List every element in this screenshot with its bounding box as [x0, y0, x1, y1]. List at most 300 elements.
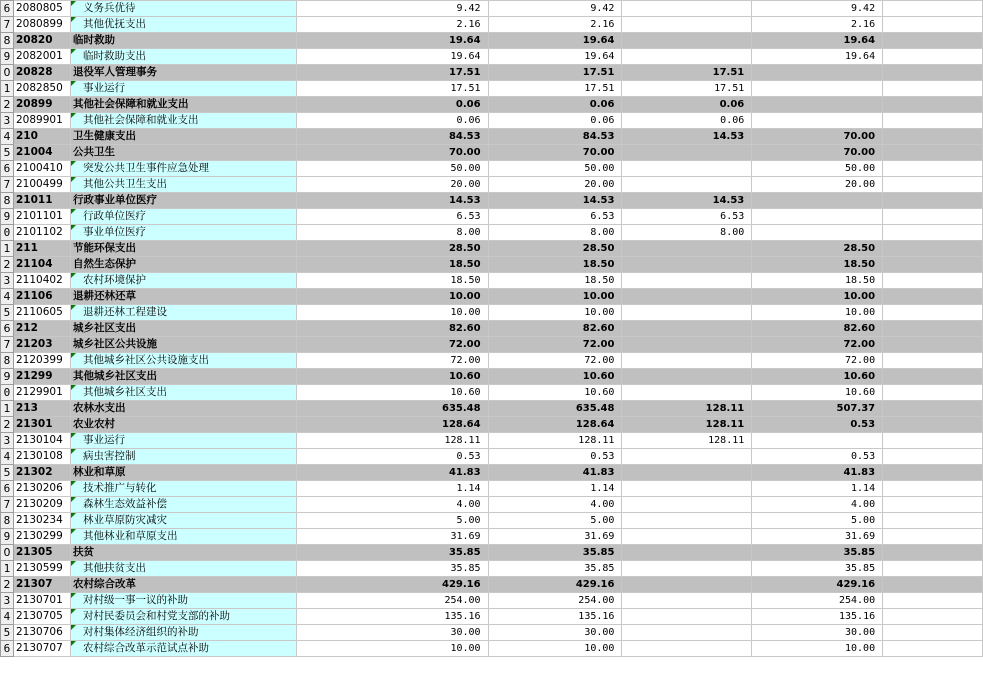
- project-expenditure-cell[interactable]: [752, 385, 883, 401]
- total-cell[interactable]: [296, 129, 488, 145]
- basic-expenditure-cell[interactable]: [622, 385, 752, 401]
- project-expenditure-cell[interactable]: [752, 529, 883, 545]
- project-expenditure-cell[interactable]: [752, 257, 883, 273]
- code-cell[interactable]: [13, 369, 70, 385]
- subtotal-cell[interactable]: [488, 209, 622, 225]
- row-header[interactable]: [1, 401, 14, 417]
- subtotal-cell[interactable]: [488, 321, 622, 337]
- code-cell[interactable]: [13, 17, 70, 33]
- subtotal-cell[interactable]: [488, 161, 622, 177]
- code-cell[interactable]: [13, 273, 70, 289]
- subtotal-cell[interactable]: [488, 401, 622, 417]
- empty-cell[interactable]: [883, 337, 983, 353]
- subtotal-cell[interactable]: [488, 49, 622, 65]
- total-cell[interactable]: [296, 337, 488, 353]
- code-cell[interactable]: [13, 529, 70, 545]
- row-header[interactable]: [1, 529, 14, 545]
- basic-expenditure-cell[interactable]: [622, 625, 752, 641]
- basic-expenditure-cell[interactable]: [622, 497, 752, 513]
- subtotal-cell[interactable]: [488, 337, 622, 353]
- total-cell[interactable]: [296, 145, 488, 161]
- project-expenditure-cell[interactable]: [752, 145, 883, 161]
- row-header[interactable]: [1, 513, 14, 529]
- basic-expenditure-cell[interactable]: [622, 273, 752, 289]
- subtotal-cell[interactable]: [488, 129, 622, 145]
- row-header[interactable]: [1, 369, 14, 385]
- basic-expenditure-cell[interactable]: [622, 305, 752, 321]
- subtotal-cell[interactable]: [488, 561, 622, 577]
- name-cell[interactable]: [70, 385, 296, 401]
- project-expenditure-cell[interactable]: [752, 465, 883, 481]
- total-cell[interactable]: [296, 273, 488, 289]
- total-cell[interactable]: [296, 465, 488, 481]
- row-header[interactable]: [1, 545, 14, 561]
- subtotal-cell[interactable]: [488, 145, 622, 161]
- empty-cell[interactable]: [883, 625, 983, 641]
- code-cell[interactable]: [13, 145, 70, 161]
- row-header[interactable]: [1, 417, 14, 433]
- total-cell[interactable]: [296, 113, 488, 129]
- name-cell[interactable]: [70, 561, 296, 577]
- project-expenditure-cell[interactable]: [752, 417, 883, 433]
- name-cell[interactable]: [70, 17, 296, 33]
- empty-cell[interactable]: [883, 1, 983, 17]
- subtotal-cell[interactable]: [488, 481, 622, 497]
- subtotal-cell[interactable]: [488, 641, 622, 657]
- row-header[interactable]: [1, 49, 14, 65]
- row-header[interactable]: [1, 273, 14, 289]
- subtotal-cell[interactable]: [488, 241, 622, 257]
- row-header[interactable]: [1, 385, 14, 401]
- empty-cell[interactable]: [883, 241, 983, 257]
- subtotal-cell[interactable]: [488, 177, 622, 193]
- name-cell[interactable]: [70, 81, 296, 97]
- basic-expenditure-cell[interactable]: [622, 577, 752, 593]
- project-expenditure-cell[interactable]: [752, 609, 883, 625]
- total-cell[interactable]: [296, 209, 488, 225]
- code-cell[interactable]: [13, 465, 70, 481]
- project-expenditure-cell[interactable]: [752, 1, 883, 17]
- name-cell[interactable]: [70, 97, 296, 113]
- project-expenditure-cell[interactable]: [752, 449, 883, 465]
- row-header[interactable]: [1, 561, 14, 577]
- name-cell[interactable]: [70, 289, 296, 305]
- name-cell[interactable]: [70, 593, 296, 609]
- name-cell[interactable]: [70, 401, 296, 417]
- subtotal-cell[interactable]: [488, 465, 622, 481]
- row-header[interactable]: [1, 305, 14, 321]
- project-expenditure-cell[interactable]: [752, 513, 883, 529]
- row-header[interactable]: [1, 449, 14, 465]
- project-expenditure-cell[interactable]: [752, 49, 883, 65]
- total-cell[interactable]: [296, 49, 488, 65]
- row-header[interactable]: [1, 97, 14, 113]
- empty-cell[interactable]: [883, 641, 983, 657]
- project-expenditure-cell[interactable]: [752, 481, 883, 497]
- project-expenditure-cell[interactable]: [752, 401, 883, 417]
- empty-cell[interactable]: [883, 17, 983, 33]
- empty-cell[interactable]: [883, 273, 983, 289]
- project-expenditure-cell[interactable]: [752, 97, 883, 113]
- code-cell[interactable]: [13, 49, 70, 65]
- subtotal-cell[interactable]: [488, 577, 622, 593]
- total-cell[interactable]: [296, 561, 488, 577]
- code-cell[interactable]: [13, 497, 70, 513]
- total-cell[interactable]: [296, 241, 488, 257]
- empty-cell[interactable]: [883, 257, 983, 273]
- empty-cell[interactable]: [883, 193, 983, 209]
- total-cell[interactable]: [296, 33, 488, 49]
- project-expenditure-cell[interactable]: [752, 273, 883, 289]
- basic-expenditure-cell[interactable]: [622, 337, 752, 353]
- row-header[interactable]: [1, 497, 14, 513]
- empty-cell[interactable]: [883, 513, 983, 529]
- code-cell[interactable]: [13, 113, 70, 129]
- empty-cell[interactable]: [883, 305, 983, 321]
- basic-expenditure-cell[interactable]: [622, 129, 752, 145]
- name-cell[interactable]: [70, 225, 296, 241]
- total-cell[interactable]: [296, 497, 488, 513]
- empty-cell[interactable]: [883, 497, 983, 513]
- code-cell[interactable]: [13, 625, 70, 641]
- basic-expenditure-cell[interactable]: [622, 97, 752, 113]
- code-cell[interactable]: [13, 401, 70, 417]
- code-cell[interactable]: [13, 385, 70, 401]
- project-expenditure-cell[interactable]: [752, 593, 883, 609]
- basic-expenditure-cell[interactable]: [622, 465, 752, 481]
- name-cell[interactable]: [70, 481, 296, 497]
- row-header[interactable]: [1, 113, 14, 129]
- basic-expenditure-cell[interactable]: [622, 49, 752, 65]
- name-cell[interactable]: [70, 33, 296, 49]
- name-cell[interactable]: [70, 449, 296, 465]
- basic-expenditure-cell[interactable]: [622, 177, 752, 193]
- subtotal-cell[interactable]: [488, 1, 622, 17]
- subtotal-cell[interactable]: [488, 449, 622, 465]
- subtotal-cell[interactable]: [488, 33, 622, 49]
- empty-cell[interactable]: [883, 449, 983, 465]
- subtotal-cell[interactable]: [488, 273, 622, 289]
- empty-cell[interactable]: [883, 481, 983, 497]
- code-cell[interactable]: [13, 433, 70, 449]
- total-cell[interactable]: [296, 257, 488, 273]
- name-cell[interactable]: [70, 369, 296, 385]
- total-cell[interactable]: [296, 17, 488, 33]
- row-header[interactable]: [1, 465, 14, 481]
- project-expenditure-cell[interactable]: [752, 65, 883, 81]
- subtotal-cell[interactable]: [488, 193, 622, 209]
- empty-cell[interactable]: [883, 369, 983, 385]
- project-expenditure-cell[interactable]: [752, 113, 883, 129]
- basic-expenditure-cell[interactable]: [622, 145, 752, 161]
- basic-expenditure-cell[interactable]: [622, 1, 752, 17]
- name-cell[interactable]: [70, 209, 296, 225]
- empty-cell[interactable]: [883, 113, 983, 129]
- subtotal-cell[interactable]: [488, 65, 622, 81]
- project-expenditure-cell[interactable]: [752, 577, 883, 593]
- row-header[interactable]: [1, 129, 14, 145]
- basic-expenditure-cell[interactable]: [622, 433, 752, 449]
- subtotal-cell[interactable]: [488, 433, 622, 449]
- code-cell[interactable]: [13, 449, 70, 465]
- row-header[interactable]: [1, 81, 14, 97]
- basic-expenditure-cell[interactable]: [622, 65, 752, 81]
- empty-cell[interactable]: [883, 529, 983, 545]
- total-cell[interactable]: [296, 161, 488, 177]
- project-expenditure-cell[interactable]: [752, 337, 883, 353]
- project-expenditure-cell[interactable]: [752, 353, 883, 369]
- name-cell[interactable]: [70, 305, 296, 321]
- row-header[interactable]: [1, 257, 14, 273]
- row-header[interactable]: [1, 161, 14, 177]
- project-expenditure-cell[interactable]: [752, 81, 883, 97]
- empty-cell[interactable]: [883, 321, 983, 337]
- row-header[interactable]: [1, 321, 14, 337]
- subtotal-cell[interactable]: [488, 289, 622, 305]
- subtotal-cell[interactable]: [488, 305, 622, 321]
- code-cell[interactable]: [13, 177, 70, 193]
- total-cell[interactable]: [296, 1, 488, 17]
- subtotal-cell[interactable]: [488, 97, 622, 113]
- subtotal-cell[interactable]: [488, 17, 622, 33]
- total-cell[interactable]: [296, 97, 488, 113]
- total-cell[interactable]: [296, 401, 488, 417]
- project-expenditure-cell[interactable]: [752, 545, 883, 561]
- code-cell[interactable]: [13, 193, 70, 209]
- subtotal-cell[interactable]: [488, 609, 622, 625]
- project-expenditure-cell[interactable]: [752, 209, 883, 225]
- code-cell[interactable]: [13, 353, 70, 369]
- total-cell[interactable]: [296, 353, 488, 369]
- basic-expenditure-cell[interactable]: [622, 593, 752, 609]
- project-expenditure-cell[interactable]: [752, 305, 883, 321]
- basic-expenditure-cell[interactable]: [622, 609, 752, 625]
- total-cell[interactable]: [296, 593, 488, 609]
- code-cell[interactable]: [13, 561, 70, 577]
- code-cell[interactable]: [13, 33, 70, 49]
- subtotal-cell[interactable]: [488, 625, 622, 641]
- total-cell[interactable]: [296, 289, 488, 305]
- row-header[interactable]: [1, 481, 14, 497]
- project-expenditure-cell[interactable]: [752, 289, 883, 305]
- row-header[interactable]: [1, 17, 14, 33]
- subtotal-cell[interactable]: [488, 497, 622, 513]
- total-cell[interactable]: [296, 513, 488, 529]
- empty-cell[interactable]: [883, 65, 983, 81]
- empty-cell[interactable]: [883, 433, 983, 449]
- code-cell[interactable]: [13, 241, 70, 257]
- total-cell[interactable]: [296, 65, 488, 81]
- basic-expenditure-cell[interactable]: [622, 321, 752, 337]
- project-expenditure-cell[interactable]: [752, 433, 883, 449]
- name-cell[interactable]: [70, 65, 296, 81]
- total-cell[interactable]: [296, 417, 488, 433]
- name-cell[interactable]: [70, 257, 296, 273]
- name-cell[interactable]: [70, 145, 296, 161]
- total-cell[interactable]: [296, 545, 488, 561]
- name-cell[interactable]: [70, 641, 296, 657]
- subtotal-cell[interactable]: [488, 529, 622, 545]
- empty-cell[interactable]: [883, 177, 983, 193]
- empty-cell[interactable]: [883, 353, 983, 369]
- code-cell[interactable]: [13, 305, 70, 321]
- code-cell[interactable]: [13, 65, 70, 81]
- total-cell[interactable]: [296, 81, 488, 97]
- total-cell[interactable]: [296, 625, 488, 641]
- row-header[interactable]: [1, 353, 14, 369]
- code-cell[interactable]: [13, 225, 70, 241]
- empty-cell[interactable]: [883, 209, 983, 225]
- empty-cell[interactable]: [883, 49, 983, 65]
- empty-cell[interactable]: [883, 225, 983, 241]
- basic-expenditure-cell[interactable]: [622, 209, 752, 225]
- empty-cell[interactable]: [883, 129, 983, 145]
- basic-expenditure-cell[interactable]: [622, 33, 752, 49]
- row-header[interactable]: [1, 33, 14, 49]
- empty-cell[interactable]: [883, 33, 983, 49]
- basic-expenditure-cell[interactable]: [622, 225, 752, 241]
- code-cell[interactable]: [13, 1, 70, 17]
- row-header[interactable]: [1, 609, 14, 625]
- total-cell[interactable]: [296, 177, 488, 193]
- basic-expenditure-cell[interactable]: [622, 449, 752, 465]
- empty-cell[interactable]: [883, 97, 983, 113]
- empty-cell[interactable]: [883, 81, 983, 97]
- project-expenditure-cell[interactable]: [752, 225, 883, 241]
- subtotal-cell[interactable]: [488, 417, 622, 433]
- project-expenditure-cell[interactable]: [752, 641, 883, 657]
- basic-expenditure-cell[interactable]: [622, 401, 752, 417]
- code-cell[interactable]: [13, 81, 70, 97]
- name-cell[interactable]: [70, 529, 296, 545]
- total-cell[interactable]: [296, 193, 488, 209]
- name-cell[interactable]: [70, 241, 296, 257]
- code-cell[interactable]: [13, 513, 70, 529]
- code-cell[interactable]: [13, 609, 70, 625]
- total-cell[interactable]: [296, 609, 488, 625]
- empty-cell[interactable]: [883, 545, 983, 561]
- total-cell[interactable]: [296, 641, 488, 657]
- empty-cell[interactable]: [883, 609, 983, 625]
- row-header[interactable]: [1, 209, 14, 225]
- row-header[interactable]: [1, 593, 14, 609]
- name-cell[interactable]: [70, 337, 296, 353]
- code-cell[interactable]: [13, 417, 70, 433]
- code-cell[interactable]: [13, 289, 70, 305]
- empty-cell[interactable]: [883, 593, 983, 609]
- project-expenditure-cell[interactable]: [752, 321, 883, 337]
- basic-expenditure-cell[interactable]: [622, 161, 752, 177]
- row-header[interactable]: [1, 289, 14, 305]
- subtotal-cell[interactable]: [488, 513, 622, 529]
- name-cell[interactable]: [70, 49, 296, 65]
- project-expenditure-cell[interactable]: [752, 161, 883, 177]
- row-header[interactable]: [1, 337, 14, 353]
- name-cell[interactable]: [70, 193, 296, 209]
- subtotal-cell[interactable]: [488, 257, 622, 273]
- empty-cell[interactable]: [883, 465, 983, 481]
- total-cell[interactable]: [296, 449, 488, 465]
- empty-cell[interactable]: [883, 161, 983, 177]
- project-expenditure-cell[interactable]: [752, 241, 883, 257]
- empty-cell[interactable]: [883, 385, 983, 401]
- empty-cell[interactable]: [883, 401, 983, 417]
- subtotal-cell[interactable]: [488, 385, 622, 401]
- code-cell[interactable]: [13, 209, 70, 225]
- code-cell[interactable]: [13, 257, 70, 273]
- name-cell[interactable]: [70, 321, 296, 337]
- subtotal-cell[interactable]: [488, 593, 622, 609]
- total-cell[interactable]: [296, 385, 488, 401]
- empty-cell[interactable]: [883, 577, 983, 593]
- project-expenditure-cell[interactable]: [752, 17, 883, 33]
- name-cell[interactable]: [70, 417, 296, 433]
- basic-expenditure-cell[interactable]: [622, 481, 752, 497]
- row-header[interactable]: [1, 625, 14, 641]
- row-header[interactable]: [1, 1, 14, 17]
- code-cell[interactable]: [13, 577, 70, 593]
- subtotal-cell[interactable]: [488, 113, 622, 129]
- basic-expenditure-cell[interactable]: [622, 289, 752, 305]
- subtotal-cell[interactable]: [488, 225, 622, 241]
- name-cell[interactable]: [70, 161, 296, 177]
- empty-cell[interactable]: [883, 561, 983, 577]
- row-header[interactable]: [1, 225, 14, 241]
- name-cell[interactable]: [70, 465, 296, 481]
- subtotal-cell[interactable]: [488, 81, 622, 97]
- project-expenditure-cell[interactable]: [752, 129, 883, 145]
- total-cell[interactable]: [296, 305, 488, 321]
- name-cell[interactable]: [70, 577, 296, 593]
- name-cell[interactable]: [70, 497, 296, 513]
- basic-expenditure-cell[interactable]: [622, 545, 752, 561]
- basic-expenditure-cell[interactable]: [622, 353, 752, 369]
- basic-expenditure-cell[interactable]: [622, 193, 752, 209]
- code-cell[interactable]: [13, 97, 70, 113]
- project-expenditure-cell[interactable]: [752, 369, 883, 385]
- project-expenditure-cell[interactable]: [752, 193, 883, 209]
- name-cell[interactable]: [70, 113, 296, 129]
- subtotal-cell[interactable]: [488, 369, 622, 385]
- name-cell[interactable]: [70, 273, 296, 289]
- name-cell[interactable]: [70, 545, 296, 561]
- basic-expenditure-cell[interactable]: [622, 113, 752, 129]
- code-cell[interactable]: [13, 545, 70, 561]
- project-expenditure-cell[interactable]: [752, 561, 883, 577]
- basic-expenditure-cell[interactable]: [622, 369, 752, 385]
- basic-expenditure-cell[interactable]: [622, 513, 752, 529]
- row-header[interactable]: [1, 145, 14, 161]
- basic-expenditure-cell[interactable]: [622, 641, 752, 657]
- code-cell[interactable]: [13, 337, 70, 353]
- total-cell[interactable]: [296, 225, 488, 241]
- total-cell[interactable]: [296, 529, 488, 545]
- row-header[interactable]: [1, 177, 14, 193]
- basic-expenditure-cell[interactable]: [622, 417, 752, 433]
- basic-expenditure-cell[interactable]: [622, 17, 752, 33]
- row-header[interactable]: [1, 577, 14, 593]
- project-expenditure-cell[interactable]: [752, 33, 883, 49]
- row-header[interactable]: [1, 241, 14, 257]
- name-cell[interactable]: [70, 353, 296, 369]
- code-cell[interactable]: [13, 641, 70, 657]
- empty-cell[interactable]: [883, 289, 983, 305]
- code-cell[interactable]: [13, 129, 70, 145]
- total-cell[interactable]: [296, 321, 488, 337]
- code-cell[interactable]: [13, 481, 70, 497]
- code-cell[interactable]: [13, 321, 70, 337]
- row-header[interactable]: [1, 641, 14, 657]
